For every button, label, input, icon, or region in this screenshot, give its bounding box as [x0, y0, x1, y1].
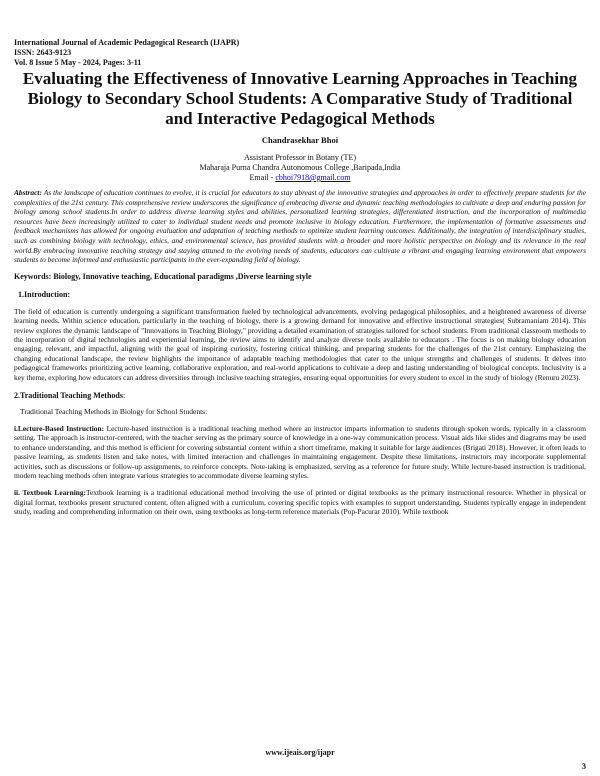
author-email-line [14, 173, 586, 183]
author-name: Chandrasekhar Bhoi [261, 135, 339, 145]
journal-volume: Vol. 8 Issue 5 May - 2024, Pages: 3-11 [14, 58, 142, 67]
section-heading-introduction: 1.Introduction: [18, 289, 71, 299]
abstract [14, 188, 586, 265]
lecture-text: Lecture-based instruction is a traditional teaching method where an instructor imparts information to students through spoken words, typically in a classroom setting. The approach is instructor-centered, with the teacher serving as the primary source of knowledge in a one-way communication process. Visual aids like slides and diagrams may be used to enhance understanding, and this method is efficient for covering substantial content within a short timeframe, making it suitable for large audiences (Brigati 2018). However, it often leads to passive learning, as students listen and take notes, with limited interaction and challenges in maintaining engagement. Despite these limitations, instructors may incorporate supplemental activities, such as discussions or follow-up assignments, to reinforce concepts. Note-taking is emphasized, serving as a reference for future study. While lecture-based instruction is traditional, modern teaching methods often integrate various strategies to accommodate diverse learning styles. [14, 424, 586, 481]
paper-title: Evaluating the Effectiveness of Innovative Learning Approaches in Teaching Biology to Secondary School Students: A Comparative Study of Traditional and Interactive Pedagogical Methods [22, 69, 578, 128]
section-heading-traditional-text: 2.Traditional Teaching Methods [14, 391, 123, 400]
journal-name: International Journal of Academic Pedagogical Research (IJAPR) [14, 38, 240, 47]
author-institution: Maharaja Purna Chandra Autonomous College ,Baripada,India [199, 163, 401, 172]
lecture-paragraph [14, 424, 586, 480]
textbook-label: ii. Textbook Learning: [14, 488, 87, 498]
subheading-traditional: Traditional Teaching Methods in Biology for School Students: [20, 407, 208, 416]
email-link[interactable]: cbhoi7918@gmail.com [275, 173, 351, 182]
page-number: 3 [582, 762, 586, 771]
article [14, 38, 586, 517]
textbook-paragraph [14, 488, 586, 516]
journal-issn: ISSN: 2643-9123 [14, 48, 72, 57]
author-position: Assistant Professor in Botany (TE) [244, 153, 356, 162]
lecture-label: i.Lecture-Based Instruction: [14, 424, 105, 433]
keywords: Keywords: Biology, Innovative teaching, Educational paradigms ,Diverse learning style [14, 271, 312, 281]
textbook-text: Textbook learning is a traditional educational method involving the use of printed or digital textbooks as the primary instructional resource. Whether in physical or digital format, textbooks present structured content, often aligned with a curriculum, covering specific topics with examples to support understanding. Students typically engage in independent study, reading and comprehending information on their own, using textbooks as long-term reference materials (Pop-Pacurar 2010). While textbook [14, 488, 586, 517]
abstract-label: Abstract: [14, 188, 42, 197]
email-label: Email - [249, 173, 276, 182]
abstract-text: As the landscape of education continues to evolve, it is crucial for educators to stay abreast of the innovative strategies and approaches in order to effectively prepare students for the complexities of the 21st century. This comprehensive review underscores the significance of embracing diverse and dynamic teaching methodologies to cultivate a deep and enduring passion for biology among school students.In order to address diverse learning styles and abilities, personalized learning strategies, differentiated instruction, and the incorporation of multimedia resources have been increasingly utilized to cater to individual student needs and promote inclusive in biology education. Furthermore, the implementation of formative assessments and feedback mechanisms has allowed for ongoing evaluation and adaptation of teaching methods to optimize student learning outcomes. Additionally, the integration of interdisciplinary studies, such as combining biology with technology, ethics, and environmental science, has provided students with a broader and more holistic perspective on biology and its relevance in the real world.By embracing innovative teaching strategy and staying attuned to the evolving needs of students, educators can cultivate a vibrant and engaging learning environment that empowers students to become informed and enthusiastic participants in the ever-expanding field of biology. [14, 188, 586, 265]
introduction-text: The field of education is currently undergoing a significant transformation fueled by technological advancements, evolving pedagogical philosophies, and a heightened awareness of diverse learning needs. Within science education, particularly in the teaching of biology, there is a growing demand for innovative and effective instructional strategies( Subramaniam 2014). This review explores the dynamic landscape of "Innovations in Teaching Biology," providing a detailed examination of strategies tailored for school students. From traditional classroom methods to the incorporation of digital technologies and experiential learning, the review aims to identify and analyze diverse tools available to educators . The focus is on making biology education engaging, relevant, and impactful, aligning with the goal of inspiring curiosity, fostering critical thinking, and preparing students for the challenges of the 21st century. Emphasizing the changing educational landscape, the review highlights the importance of adaptable teaching methodologies that cater to the unique strengths and challenges of students. It delves into pedagogical frameworks prioritizing active learning, collaborative exploration, and real-world applications to cultivate a deep and lasting understanding of biological concepts. Inclusivity is a key theme, exploring how educators can address diversities through inclusive teaching strategies, ensuring equal opportunities for every student to excel in the study of biology (Renuru 2023). [14, 306, 586, 382]
author-affiliation [14, 153, 586, 183]
section-heading-traditional [14, 391, 586, 400]
section-heading-colon: : [122, 391, 126, 400]
footer-url: www.ijeais.org/ijapr [265, 748, 335, 757]
